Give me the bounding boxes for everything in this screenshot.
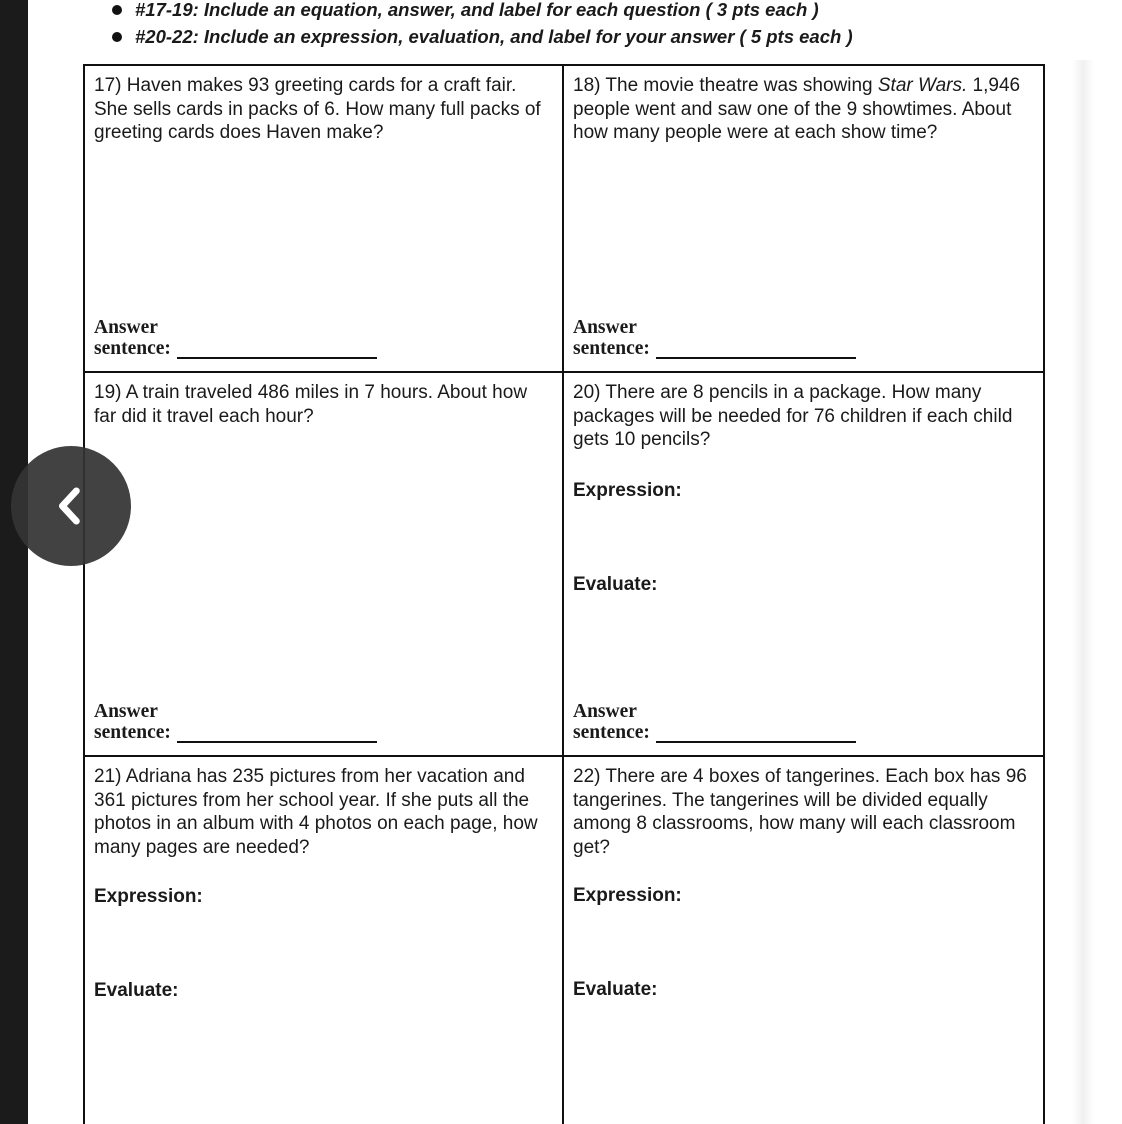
answer-blank-line	[177, 726, 377, 743]
question-text: 19) A train traveled 486 miles in 7 hours. About how far did it travel each hour?	[94, 382, 528, 427]
instruction-line	[112, 23, 853, 50]
problem-20-cell	[564, 373, 1043, 755]
question-text: 17) Haven makes 93 greeting cards for a craft fair. She sells cards in packs of 6. How many full packs of greeting cards does Haven make?	[94, 75, 541, 143]
instruction-text: #20-22: Include an expression, evaluation, and label for your answer ( 5 pts each )	[135, 26, 853, 47]
question-text: 18) The movie theatre was showing	[573, 75, 878, 96]
bullet-icon	[112, 5, 122, 15]
answer-sentence-block	[573, 702, 1033, 743]
question-text: 22) There are 4 boxes of tangerines. Each box has 96 tangerines. The tangerines will be divided equally among 8 classrooms, how many will each classroom get?	[573, 766, 1027, 858]
expression-label: Expression:	[573, 885, 682, 906]
problem-18-cell	[564, 66, 1043, 371]
answer-blank-line	[656, 726, 856, 743]
problem-20-text	[573, 381, 1033, 452]
sentence-label: sentence:	[94, 721, 171, 743]
instructions-list	[112, 0, 853, 50]
evaluate-label: Evaluate:	[94, 980, 179, 1001]
problem-21-cell	[85, 757, 564, 1124]
problem-22-cell	[564, 757, 1043, 1124]
answer-blank-line	[656, 342, 856, 359]
question-text: 21) Adriana has 235 pictures from her vacation and 361 pictures from her school year. If she puts all the photos in an album with 4 photos on each page, how many pages are needed?	[94, 766, 538, 858]
problem-21-text	[94, 765, 552, 859]
scan-edge-shadow	[1072, 60, 1094, 1124]
problem-22-text	[573, 765, 1033, 859]
evaluate-label: Evaluate:	[573, 573, 658, 595]
sentence-label: sentence:	[573, 721, 650, 743]
table-row	[85, 371, 1043, 755]
instruction-text: #17-19: Include an equation, answer, and label for each question ( 3 pts each )	[135, 0, 819, 20]
movie-title-italic: Star Wars.	[877, 75, 968, 96]
answer-sentence-block	[94, 702, 552, 743]
question-text: 20) There are 8 pencils in a package. How many packages will be needed for 76 children if each child gets 10 pencils?	[573, 382, 1013, 450]
worksheet-table	[83, 64, 1045, 1124]
problem-18-text	[573, 74, 1033, 145]
answer-blank-line	[177, 342, 377, 359]
table-row	[85, 755, 1043, 1124]
answer-label: Answer	[94, 317, 158, 338]
previous-page-button[interactable]	[11, 446, 131, 566]
problem-19-cell	[85, 373, 564, 755]
answer-label: Answer	[94, 701, 158, 722]
answer-label: Answer	[573, 701, 637, 722]
evaluate-label: Evaluate:	[573, 979, 658, 1000]
answer-sentence-block	[573, 318, 1033, 359]
expression-label: Expression:	[573, 479, 682, 501]
viewer-edge-bar	[0, 0, 28, 1124]
table-row	[85, 66, 1043, 371]
expression-label: Expression:	[94, 886, 203, 907]
problem-17-text	[94, 74, 552, 145]
sentence-label: sentence:	[573, 337, 650, 359]
answer-label: Answer	[573, 317, 637, 338]
problem-17-cell	[85, 66, 564, 371]
instruction-line	[112, 0, 853, 23]
answer-sentence-block	[94, 318, 552, 359]
question-text: 1,946 people went and saw one of the 9 showtimes. About how many people were at each show time?	[573, 75, 1021, 143]
sentence-label: sentence:	[94, 337, 171, 359]
chevron-left-icon	[45, 480, 97, 532]
bullet-icon	[112, 32, 122, 42]
problem-19-text	[94, 381, 552, 428]
